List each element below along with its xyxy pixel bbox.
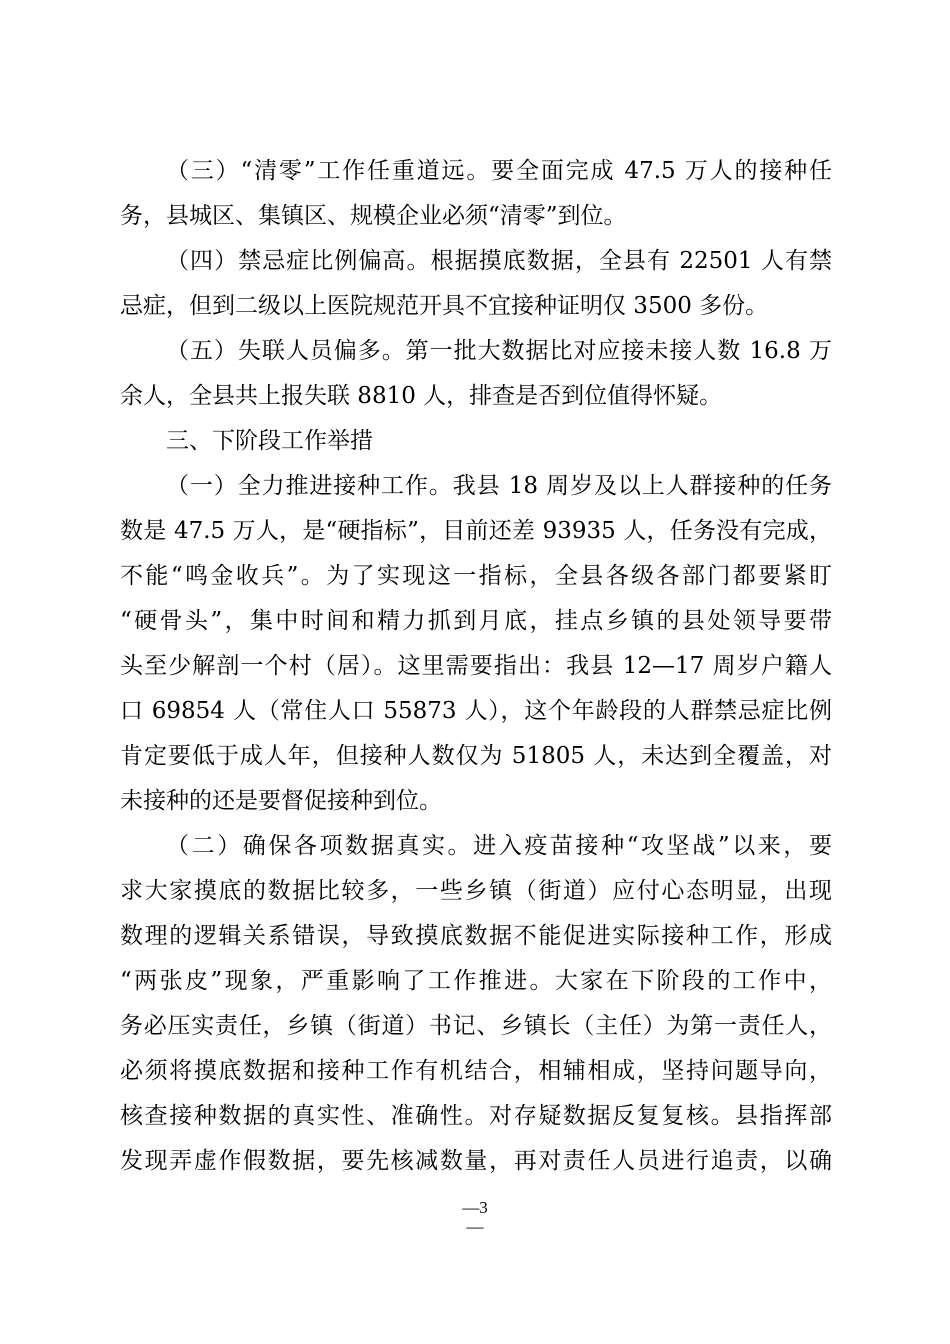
paragraph-line: “硬骨头”，集中时间和精力抓到月底，挂点乡镇的县处领导要带: [120, 608, 832, 634]
page-number: —3: [462, 1198, 488, 1217]
paragraph-line: 数是 47.5 万人，是“硬指标”，目前还差 93935 人，任务没有完成，: [120, 518, 832, 544]
paragraph-line: 口 69854 人（常住人口 55873 人），这个年龄段的人群禁忌症比例: [120, 698, 832, 724]
paragraph-line: 必须将摸底数据和接种工作有机结合，相辅相成，坚持问题导向，: [120, 1058, 832, 1084]
paragraph-line: 求大家摸底的数据比较多，一些乡镇（街道）应付心态明显，出现: [120, 878, 832, 904]
paragraph-line: “两张皮”现象，严重影响了工作推进。大家在下阶段的工作中，: [120, 968, 832, 994]
paragraph-line: 未接种的还是要督促接种到位。: [120, 788, 442, 814]
paragraph-line: 务必压实责任，乡镇（街道）书记、乡镇长（主任）为第一责任人，: [120, 1013, 832, 1039]
paragraph-line: 不能“鸣金收兵”。为了实现这一指标，全县各级各部门都要紧盯: [120, 563, 832, 589]
page-number-trailing-dash: —: [466, 1217, 484, 1236]
paragraph-line: 数理的逻辑关系错误，导致摸底数据不能促进实际接种工作，形成: [120, 923, 832, 949]
paragraph-line: 务，县城区、集镇区、规模企业必须“清零”到位。: [120, 203, 627, 229]
paragraph-line: 肯定要低于成人年，但接种人数仅为 51805 人，未达到全覆盖，对: [120, 743, 832, 769]
paragraph-line: 头至少解剖一个村（居）。这里需要指出：我县 12—17 周岁户籍人: [120, 653, 832, 679]
paragraph-line: （五）失联人员偏多。第一批大数据比对应接未接人数 16.8 万: [166, 338, 832, 364]
paragraph-line: （四）禁忌症比例偏高。根据摸底数据，全县有 22501 人有禁: [166, 248, 832, 274]
paragraph-line: （二）确保各项数据真实。进入疫苗接种“攻坚战”以来，要: [166, 833, 832, 859]
paragraph-line: 余人，全县共上报失联 8810 人，排查是否到位值得怀疑。: [120, 383, 723, 409]
paragraph-line: 忌症，但到二级以上医院规范开具不宜接种证明仅 3500 多份。: [120, 293, 769, 319]
paragraph-line: （三）“清零”工作任重道远。要全面完成 47.5 万人的接种任: [166, 158, 832, 184]
paragraph-line: 发现弄虚作假数据，要先核减数量，再对责任人员进行追责，以确: [120, 1148, 832, 1174]
paragraph-line: 核查接种数据的真实性、准确性。对存疑数据反复复核。县指挥部: [120, 1103, 832, 1129]
paragraph-line: （一）全力推进接种工作。我县 18 周岁及以上人群接种的任务: [166, 473, 832, 499]
section-heading: 三、下阶段工作举措: [166, 428, 373, 454]
